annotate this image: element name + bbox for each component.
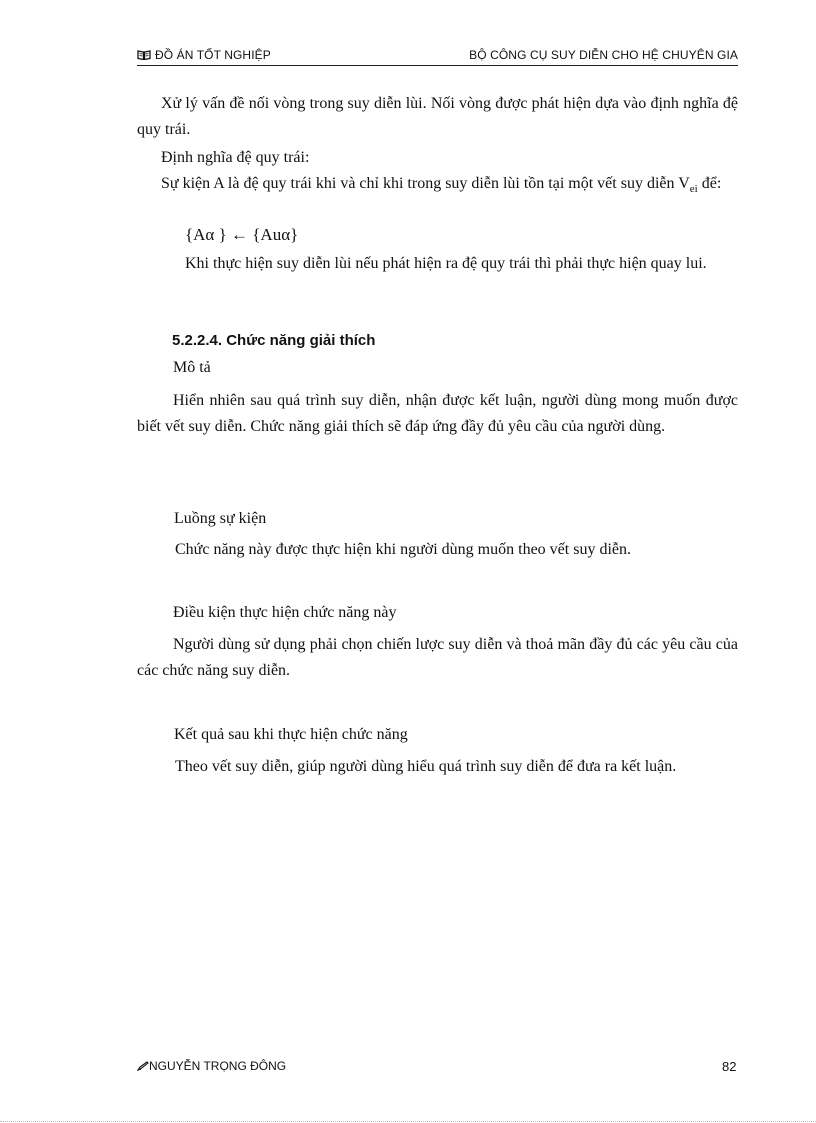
dieukien-text: Người dùng sử dụng phải chọn chiến lược suy diễn và thoả mãn đầy đủ các yêu cầu của các chức năng suy diễn. <box>137 636 738 679</box>
mota-label: Mô tả <box>173 359 211 376</box>
definition-label: Định nghĩa đệ quy trái: <box>161 149 310 166</box>
definition-text-tail: để: <box>697 175 722 192</box>
book-icon <box>137 50 151 60</box>
luong-text: Chức năng này được thực hiện khi người dùng muốn theo vết suy diễn. <box>175 541 631 558</box>
page-edge-divider <box>0 1121 816 1122</box>
footer-author <box>137 1059 286 1073</box>
backtrack-paragraph: Khi thực hiện suy diễn lùi nếu phát hiện ra đệ quy trái thì phải thực hiện quay lui. <box>185 255 707 272</box>
section-heading: 5.2.2.4. Chức năng giải thích <box>172 332 376 349</box>
header-title-right: BỘ CÔNG CỤ SUY DIỄN CHO HỆ CHUYÊN GIA <box>469 48 738 62</box>
header-left <box>137 48 271 62</box>
dieukien-label: Điều kiện thực hiện chức năng này <box>173 604 397 621</box>
ketqua-label: Kết quả sau khi thực hiện chức năng <box>174 726 408 743</box>
page-number: 82 <box>722 1059 737 1074</box>
definition-subscript: ei <box>689 183 698 196</box>
mota-text: Hiển nhiên sau quá trình suy diễn, nhận được kết luận, người dùng mong muốn được biết vết suy diễn. Chức năng giải thích sẽ đáp ứng đầy đủ yêu cầu của người dùng. <box>137 392 738 435</box>
intro-paragraph: Xử lý vấn đề nối vòng trong suy diễn lùi. Nối vòng được phát hiện dựa vào định nghĩa đệ quy trái. <box>137 95 738 138</box>
luong-label: Luồng sự kiện <box>174 510 267 527</box>
ketqua-text: Theo vết suy diễn, giúp người dùng hiểu quá trình suy diễn để đưa ra kết luận. <box>175 758 677 775</box>
pen-icon <box>137 1060 149 1070</box>
page-header <box>137 47 738 66</box>
header-title-left: ĐỒ ÁN TỐT NGHIỆP <box>155 48 271 62</box>
definition-text <box>137 171 738 202</box>
formula: {Aα } ← {Auα} <box>185 225 299 244</box>
author-name: NGUYỄN TRỌNG ĐÔNG <box>149 1059 287 1073</box>
definition-text-main: Sự kiện A là đệ quy trái khi và chỉ khi trong suy diễn lùi tồn tại một vết suy diễn V <box>161 175 690 192</box>
